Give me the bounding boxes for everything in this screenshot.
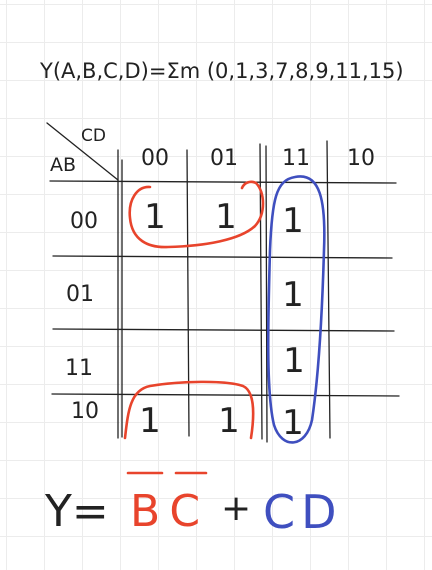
column-header-00: 00 [141,146,169,171]
col-divider-1 [187,150,189,436]
cell-r10-c11: 1 [282,403,304,443]
row-divider-2 [53,329,394,331]
column-header-11: 11 [282,146,310,171]
col-divider-3 [327,141,330,438]
col-divider-2b [266,146,267,442]
cell-r00-c11: 1 [282,201,304,241]
column-header-10: 10 [347,146,375,171]
row-label-11: 11 [65,356,93,381]
row-divider-1 [53,256,392,258]
result-operator-plus: + [221,488,252,529]
result-prefix: Y= [45,486,109,537]
column-header-01: 01 [210,146,238,171]
cell-r10-c00: 1 [139,401,161,441]
row-divider-3 [52,394,399,396]
row-label-01: 01 [66,282,94,307]
cell-r00-c00: 1 [144,197,166,237]
title-equation: Y(A,B,C,D)=Σm (0,1,3,7,8,9,11,15) [40,59,404,83]
column-variables-label: CD [81,126,106,146]
result-term-cd: CD [263,485,343,539]
cell-r01-c11: 1 [282,275,304,315]
result-term-bc: BC [130,486,211,537]
row-label-00: 00 [70,209,98,234]
cell-r10-c01: 1 [218,401,240,441]
cell-r00-c01: 1 [215,197,237,237]
header-row-line [50,181,396,183]
row-label-10: 10 [71,399,99,424]
cell-r11-c11: 1 [283,341,305,381]
row-variables-label: AB [50,154,77,176]
